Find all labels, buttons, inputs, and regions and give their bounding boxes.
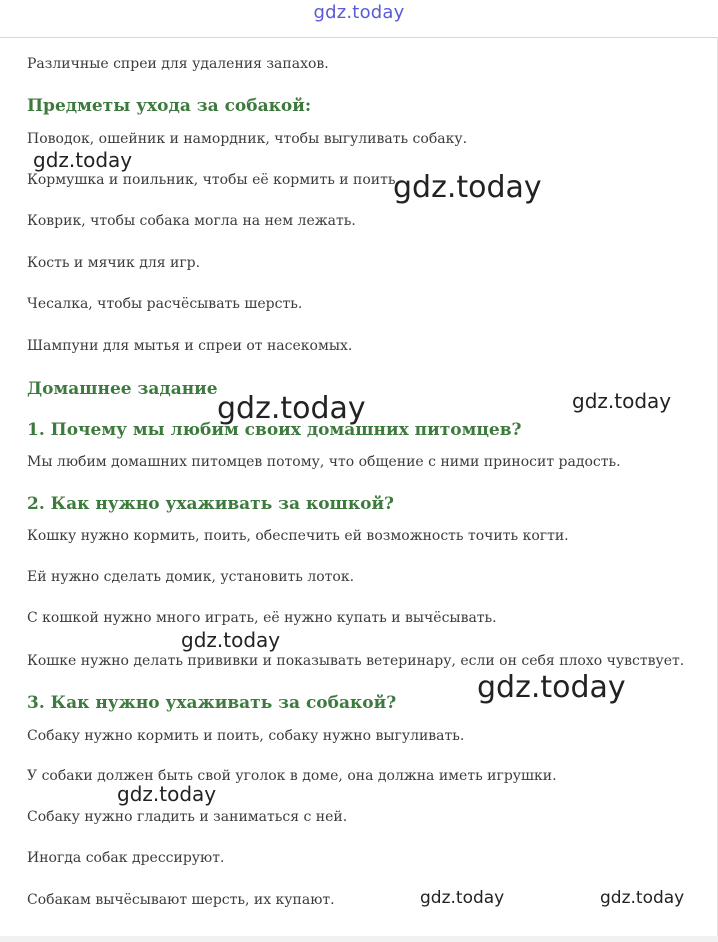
watermark: gdz.today (33, 148, 133, 172)
heading-dog-items: Предметы ухода за собакой: (27, 96, 312, 116)
answer-2-line-4: Кошке нужно делать прививки и показывать ветеринару, если он себя плохо чувствует. (27, 653, 685, 669)
paragraph-bone: Кость и мячик для игр. (27, 255, 201, 271)
answer-3-line-1: Собаку нужно кормить и поить, собаку нужно выгуливать. (27, 728, 465, 744)
watermark: gdz.today (600, 888, 685, 908)
site-logo[interactable]: gdz.today (313, 2, 405, 23)
watermark: gdz.today (572, 389, 672, 413)
answer-3-line-2: У собаки должен быть свой уголок в доме, она должна иметь игрушки. (27, 768, 557, 784)
watermark: gdz.today (477, 670, 626, 705)
watermark: gdz.today (420, 888, 505, 908)
question-2: 2. Как нужно ухаживать за кошкой? (27, 494, 395, 514)
watermark: gdz.today (393, 170, 542, 205)
watermark: gdz.today (217, 391, 366, 426)
answer-2-line-1: Кошку нужно кормить, поить, обеспечить ей возможность точить когти. (27, 528, 569, 544)
answer-2-line-2: Ей нужно сделать домик, установить лоток. (27, 569, 355, 585)
site-header (0, 0, 718, 38)
answer-3-line-3: Собаку нужно гладить и заниматься с ней. (27, 809, 348, 825)
answer-3-line-5: Собакам вычёсывают шерсть, их купают. (27, 892, 335, 908)
paragraph-brush: Чесалка, чтобы расчёсывать шерсть. (27, 296, 303, 312)
watermark: gdz.today (117, 782, 217, 806)
question-3: 3. Как нужно ухаживать за собакой? (27, 693, 397, 713)
page-bottom-bar (0, 936, 718, 942)
paragraph-shampoo: Шампуни для мытья и спреи от насекомых. (27, 338, 353, 354)
answer-1: Мы любим домашних питомцев потому, что общение с ними приносит радость. (27, 454, 621, 470)
paragraph-feeder: Кормушка и поильник, чтобы её кормить и поить. (27, 172, 400, 188)
heading-homework: Домашнее задание (27, 379, 218, 399)
watermark: gdz.today (181, 628, 281, 652)
answer-2-line-3: С кошкой нужно много играть, её нужно купать и вычёсывать. (27, 610, 497, 626)
answer-3-line-4: Иногда собак дрессируют. (27, 850, 225, 866)
paragraph-sprays: Различные спреи для удаления запахов. (27, 56, 329, 72)
paragraph-mat: Коврик, чтобы собака могла на нем лежать. (27, 213, 356, 229)
paragraph-leash: Поводок, ошейник и намордник, чтобы выгуливать собаку. (27, 131, 468, 147)
question-1: 1. Почему мы любим своих домашних питомцев? (27, 420, 522, 440)
